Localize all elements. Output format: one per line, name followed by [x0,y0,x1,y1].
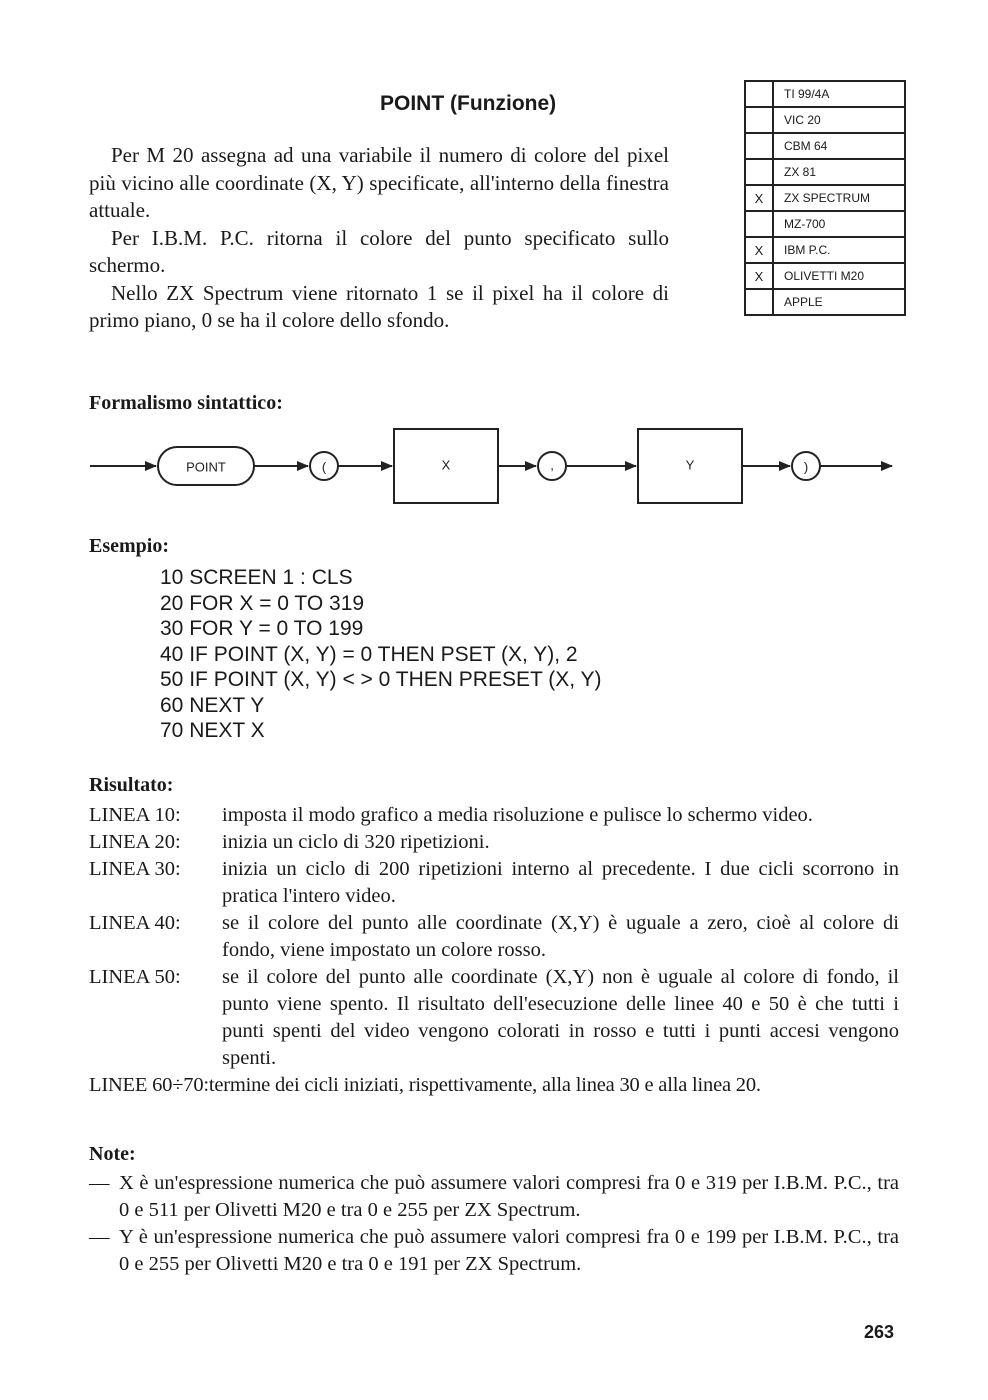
page-title: POINT (Funzione) [380,92,557,115]
compat-row [745,185,905,211]
result-text: imposta il modo grafico a media risoluzione e pulisce lo schermo video. [222,804,813,826]
result-item [89,910,899,964]
code-line: 40 IF POINT (X, Y) = 0 THEN PSET (X, Y), 2 [160,642,578,666]
compat-row [745,159,905,185]
note-item [89,1224,899,1278]
intro-text [89,142,669,335]
results-list [89,802,899,1099]
compat-name: MZ-700 [773,211,905,237]
note-text: X è un'espressione numerica che può assumere valori compresi fra 0 e 319 per I.B.M. P.C., tra 0 e 511 per Olivetti M20 e tra 0 e 255 per ZX Spectrum. [119,1172,899,1221]
comma-label: , [550,457,554,473]
code-line: 60 NEXT Y [160,693,265,717]
compat-mark: X [745,185,773,211]
result-label: LINEA 50: [89,966,181,988]
compat-row [745,107,905,133]
code-line: 30 FOR Y = 0 TO 199 [160,617,364,640]
result-text: se il colore del punto alle coordinate (X,Y) è uguale a zero, cioè al colore di fondo, viene impostato un colore rosso. [222,912,899,961]
compat-name: VIC 20 [773,107,905,133]
compat-mark: X [745,237,773,263]
result-item [89,829,899,856]
notes-list [89,1170,899,1278]
code-line: 50 IF POINT (X, Y) < > 0 THEN PRESET (X, Y) [160,668,602,691]
compat-name: ZX SPECTRUM [773,185,905,211]
note-dash: — [89,1172,110,1194]
result-label: LINEA 40: [89,912,181,934]
compat-mark [745,159,773,185]
notes-heading: Note: [89,1143,136,1165]
x-parameter-label: X [441,457,451,473]
result-text: inizia un ciclo di 320 ripetizioni. [222,831,490,853]
note-text: Y è un'espressione numerica che può assumere valori compresi fra 0 e 199 per I.B.M. P.C., tra 0 e 255 per Olivetti M20 e tra 0 e 191 per ZX Spectrum. [119,1226,899,1275]
compat-name: TI 99/4A [773,81,905,107]
result-label: LINEA 20: [89,831,181,853]
syntax-diagram [86,420,898,510]
result-label: LINEA 30: [89,858,181,880]
compat-row [745,263,905,289]
compat-mark: X [745,263,773,289]
note-dash: — [89,1226,110,1248]
result-item [89,964,899,1072]
result-heading: Risultato: [89,774,174,796]
keyword-label: POINT [186,459,226,475]
compat-mark [745,107,773,133]
compat-mark [745,289,773,315]
result-text: se il colore del punto alle coordinate (X,Y) non è uguale al colore di fondo, il punto viene spento. Il risultato dell'esecuzione delle linee 40 e 50 è che tutti i punti spenti del video vengono colorati in rosso e tutti i punti accesi vengono spenti. [222,966,899,1069]
code-line: 10 SCREEN 1 : CLS [160,566,353,589]
intro-paragraph: Nello ZX Spectrum viene ritornato 1 se il pixel ha il colore di primo piano, 0 se ha il colore dello sfondo. [89,280,669,332]
compat-name: IBM P.C. [773,237,905,263]
compat-mark [745,211,773,237]
intro-paragraph: Per I.B.M. P.C. ritorna il colore del punto specificato sullo schermo. [89,225,669,277]
compat-row [745,211,905,237]
example-heading: Esempio: [89,535,169,557]
compat-mark [745,81,773,107]
page-number: 263 [864,1322,895,1342]
result-label: LINEA 10: [89,804,181,826]
compat-row [745,237,905,263]
result-item [89,802,899,829]
compat-row [745,81,905,107]
y-parameter-label: Y [685,457,695,473]
close-paren-label: ) [803,459,809,475]
compat-row [745,289,905,315]
compat-name: OLIVETTI M20 [773,263,905,289]
compat-name: APPLE [773,289,905,315]
result-item [89,856,899,910]
code-line: 20 FOR X = 0 TO 319 [160,591,365,615]
result-final-line: LINEE 60÷70:termine dei cicli iniziati, rispettivamente, alla linea 30 e alla linea 20. [89,1074,761,1096]
code-line: 70 NEXT X [160,719,265,742]
note-item [89,1170,899,1224]
result-text: inizia un ciclo di 200 ripetizioni interno al precedente. I due cicli scorrono in pratica l'intero video. [222,858,899,907]
code-listing [160,565,602,744]
compat-name: CBM 64 [773,133,905,159]
syntax-heading: Formalismo sintattico: [89,392,283,414]
open-paren-label: ( [321,459,327,475]
compat-row [745,133,905,159]
intro-paragraph: Per M 20 assegna ad una variabile il numero di colore del pixel più vicino alle coordinate (X, Y) specificate, all'interno della finestra attuale. [89,143,669,222]
compatibility-table [744,80,906,316]
compat-name: ZX 81 [773,159,905,185]
compat-mark [745,133,773,159]
